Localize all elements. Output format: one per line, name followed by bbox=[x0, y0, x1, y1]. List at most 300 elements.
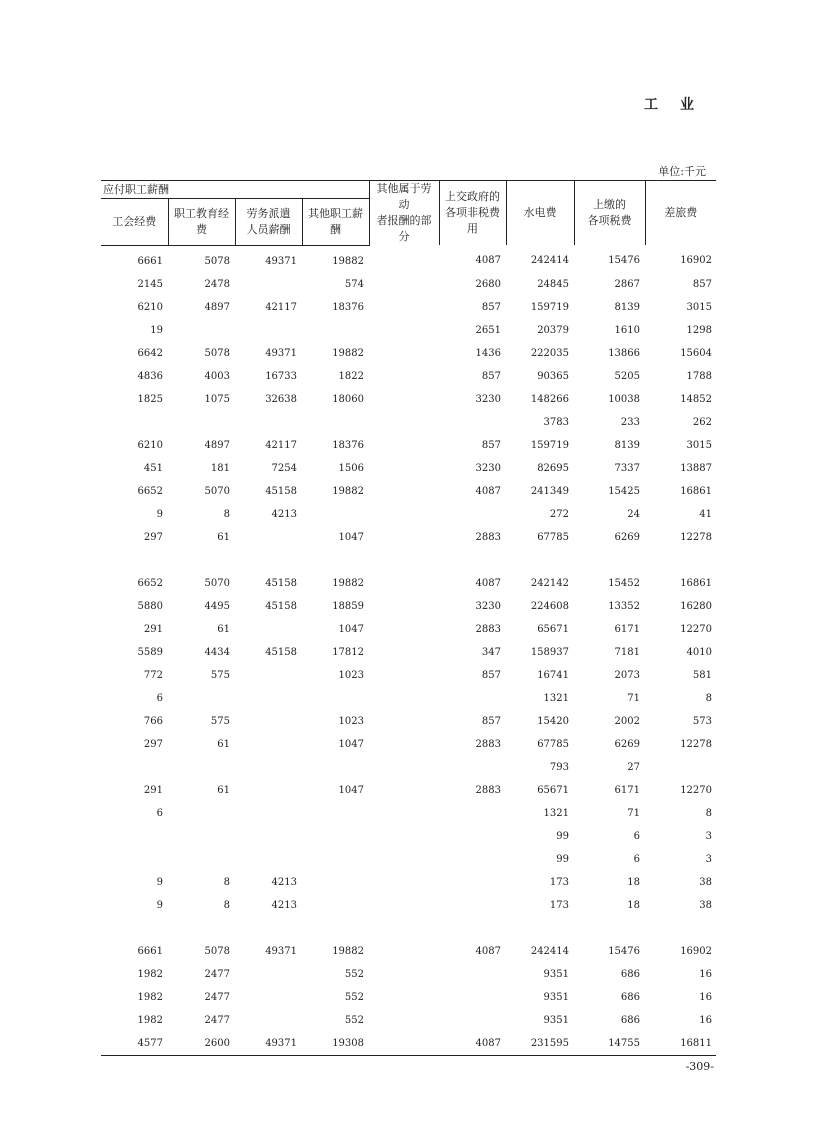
table-cell: 231595 bbox=[506, 1032, 574, 1056]
table-cell bbox=[369, 388, 439, 411]
table-cell: 8 bbox=[223, 899, 230, 911]
table-cell: 15476 bbox=[608, 945, 640, 957]
table-cell: 2883 bbox=[475, 784, 501, 796]
table-cell: 5078 bbox=[204, 945, 230, 957]
table-cell bbox=[302, 756, 369, 779]
table-cell bbox=[439, 963, 506, 986]
table-cell: 45158 bbox=[265, 646, 297, 658]
table-cell: 8 bbox=[223, 876, 230, 888]
table-body bbox=[101, 245, 716, 1055]
table-cell: 19882 bbox=[332, 577, 364, 589]
table-cell: 61 bbox=[217, 531, 230, 543]
table-cell: 2477 bbox=[204, 991, 230, 1003]
table-cell bbox=[168, 848, 235, 871]
table-cell: 45158 bbox=[265, 577, 297, 589]
table-cell: 3015 bbox=[686, 301, 712, 313]
table-cell: 2478 bbox=[204, 278, 230, 290]
table-cell: 857 bbox=[481, 439, 501, 451]
table-cell: 16811 bbox=[645, 1032, 716, 1056]
table-cell bbox=[439, 986, 506, 1009]
table-cell: 2883 bbox=[475, 623, 501, 635]
table-row bbox=[101, 526, 716, 549]
header-gov-fees-line1: 上交政府的 bbox=[445, 190, 500, 203]
table-cell: 857 bbox=[481, 669, 501, 681]
table-cell bbox=[168, 411, 235, 434]
table-cell: 3230 bbox=[475, 393, 501, 405]
table-cell: 2073 bbox=[614, 669, 640, 681]
table-row bbox=[101, 342, 716, 365]
table-cell: 16280 bbox=[680, 600, 712, 612]
table-cell bbox=[369, 245, 439, 273]
table-row bbox=[101, 641, 716, 664]
table-row bbox=[101, 779, 716, 802]
table-cell: 1321 bbox=[543, 692, 569, 704]
table-cell: 1788 bbox=[686, 370, 712, 382]
table-cell: 857 bbox=[692, 278, 712, 290]
table-cell: 45158 bbox=[265, 485, 297, 497]
table-cell: 8139 bbox=[614, 301, 640, 313]
table-row bbox=[101, 549, 716, 572]
table-cell: 766 bbox=[143, 715, 163, 727]
table-cell bbox=[302, 894, 369, 917]
header-travel: 差旅费 bbox=[645, 181, 716, 246]
table-row bbox=[101, 664, 716, 687]
table-cell bbox=[235, 756, 302, 779]
table-cell: 10038 bbox=[608, 393, 640, 405]
table-cell: 173 bbox=[549, 899, 569, 911]
table-cell: 4087 bbox=[475, 577, 501, 589]
table-row bbox=[101, 1009, 716, 1032]
table-cell: 291 bbox=[143, 784, 163, 796]
table-cell: 158937 bbox=[530, 646, 569, 658]
table-cell bbox=[369, 756, 439, 779]
table-cell: 99 bbox=[556, 830, 569, 842]
table-cell: 16 bbox=[699, 991, 712, 1003]
table-cell bbox=[101, 917, 168, 940]
table-cell: 7254 bbox=[271, 462, 297, 474]
table-cell: 222035 bbox=[530, 347, 569, 359]
table-row bbox=[101, 963, 716, 986]
table-cell: 4087 bbox=[475, 485, 501, 497]
table-cell bbox=[235, 825, 302, 848]
table-cell: 13352 bbox=[608, 600, 640, 612]
table-cell: 3 bbox=[705, 830, 712, 842]
table-cell bbox=[369, 894, 439, 917]
table-cell: 15420 bbox=[537, 715, 569, 727]
table-row bbox=[101, 480, 716, 503]
section-title: 工业 bbox=[644, 97, 716, 113]
table-cell bbox=[168, 319, 235, 342]
table-cell bbox=[369, 365, 439, 388]
table-cell: 686 bbox=[620, 968, 640, 980]
table-cell bbox=[369, 342, 439, 365]
table-cell bbox=[302, 549, 369, 572]
table-cell bbox=[302, 848, 369, 871]
table-cell bbox=[235, 411, 302, 434]
table-cell: 8 bbox=[705, 692, 712, 704]
table-cell bbox=[506, 549, 574, 572]
table-cell: 49371 bbox=[265, 255, 297, 267]
table-cell bbox=[101, 411, 168, 434]
table-row bbox=[101, 710, 716, 733]
table-cell: 14852 bbox=[680, 393, 712, 405]
table-cell bbox=[369, 963, 439, 986]
table-cell: 49371 bbox=[235, 1032, 302, 1056]
table-cell: 2477 bbox=[204, 1014, 230, 1026]
table-cell bbox=[235, 319, 302, 342]
table-cell: 4213 bbox=[271, 876, 297, 888]
table-cell bbox=[235, 1009, 302, 1032]
table-cell bbox=[369, 687, 439, 710]
table-cell bbox=[645, 756, 716, 779]
table-cell: 4897 bbox=[204, 439, 230, 451]
header-group-payroll: 应付职工薪酬 bbox=[101, 181, 369, 199]
table-row bbox=[101, 245, 716, 273]
table-row bbox=[101, 503, 716, 526]
table-cell: 4213 bbox=[271, 899, 297, 911]
table-row bbox=[101, 687, 716, 710]
table-row bbox=[101, 572, 716, 595]
table-cell: 5880 bbox=[137, 600, 163, 612]
table-cell: 9 bbox=[156, 899, 163, 911]
header-taxes bbox=[574, 181, 645, 246]
table-cell: 65671 bbox=[537, 784, 569, 796]
table-cell: 15476 bbox=[608, 255, 640, 267]
table-cell: 581 bbox=[692, 669, 712, 681]
table-cell bbox=[369, 733, 439, 756]
table-cell: 1436 bbox=[475, 347, 501, 359]
header-dispatch-pay bbox=[235, 199, 302, 245]
table-cell: 61 bbox=[217, 623, 230, 635]
table-row bbox=[101, 802, 716, 825]
table-cell bbox=[369, 917, 439, 940]
table-cell: 4836 bbox=[137, 370, 163, 382]
table-cell: 1822 bbox=[338, 370, 364, 382]
table-cell: 686 bbox=[620, 991, 640, 1003]
table-cell: 90365 bbox=[537, 370, 569, 382]
table-cell: 19882 bbox=[332, 347, 364, 359]
unit-label: 单位:千元 bbox=[658, 165, 706, 178]
table-cell bbox=[235, 733, 302, 756]
table-cell: 1047 bbox=[338, 623, 364, 635]
table-cell: 49371 bbox=[265, 347, 297, 359]
table-cell: 1982 bbox=[137, 968, 163, 980]
table-cell: 9 bbox=[156, 508, 163, 520]
table-cell: 65671 bbox=[537, 623, 569, 635]
table-row bbox=[101, 388, 716, 411]
table-cell: 71 bbox=[627, 692, 640, 704]
table-cell bbox=[302, 687, 369, 710]
table-cell: 6 bbox=[633, 830, 640, 842]
header-taxes-line2: 各项税费 bbox=[587, 214, 632, 227]
table-cell: 16733 bbox=[265, 370, 297, 382]
table-cell bbox=[168, 549, 235, 572]
table-cell bbox=[369, 411, 439, 434]
table-cell bbox=[369, 480, 439, 503]
table-row bbox=[101, 434, 716, 457]
table-cell: 857 bbox=[481, 715, 501, 727]
table-cell: 61 bbox=[217, 784, 230, 796]
table-cell bbox=[369, 664, 439, 687]
table-cell: 38 bbox=[699, 899, 712, 911]
table-cell: 272 bbox=[549, 508, 569, 520]
table-row bbox=[101, 848, 716, 871]
table-cell: 6661 bbox=[137, 255, 163, 267]
header-other-labor bbox=[369, 181, 439, 246]
table-cell bbox=[369, 779, 439, 802]
table-cell bbox=[168, 756, 235, 779]
table-cell bbox=[369, 871, 439, 894]
table-row bbox=[101, 917, 716, 940]
table-cell: 2867 bbox=[614, 278, 640, 290]
table-cell: 42117 bbox=[265, 439, 297, 451]
table-cell bbox=[369, 572, 439, 595]
table-row bbox=[101, 733, 716, 756]
table-cell bbox=[235, 848, 302, 871]
table-cell: 19 bbox=[150, 324, 163, 336]
table-cell: 242414 bbox=[530, 945, 569, 957]
table-row bbox=[101, 457, 716, 480]
table-cell: 2883 bbox=[475, 738, 501, 750]
table-cell: 241349 bbox=[530, 485, 569, 497]
table-cell: 4577 bbox=[101, 1032, 168, 1056]
table-cell: 159719 bbox=[530, 439, 569, 451]
table-cell: 857 bbox=[481, 370, 501, 382]
table-cell: 8139 bbox=[614, 439, 640, 451]
table-cell: 67785 bbox=[537, 531, 569, 543]
table-row bbox=[101, 618, 716, 641]
table-cell bbox=[439, 802, 506, 825]
table-cell bbox=[439, 549, 506, 572]
table-cell: 8 bbox=[223, 508, 230, 520]
table-row bbox=[101, 319, 716, 342]
table-cell: 2002 bbox=[614, 715, 640, 727]
table-cell: 49371 bbox=[265, 945, 297, 957]
table-cell: 15452 bbox=[608, 577, 640, 589]
table-cell bbox=[235, 664, 302, 687]
table-cell bbox=[235, 779, 302, 802]
table-cell: 6652 bbox=[137, 577, 163, 589]
table-cell: 3230 bbox=[475, 462, 501, 474]
table-cell: 4087 bbox=[439, 1032, 506, 1056]
table-cell: 16902 bbox=[680, 945, 712, 957]
table-row bbox=[101, 940, 716, 963]
table-cell bbox=[369, 940, 439, 963]
table-cell: 24845 bbox=[537, 278, 569, 290]
table-cell bbox=[101, 825, 168, 848]
table-cell: 793 bbox=[549, 761, 569, 773]
table-cell: 12270 bbox=[680, 784, 712, 796]
table-cell: 6269 bbox=[614, 738, 640, 750]
table-cell bbox=[168, 825, 235, 848]
table-cell: 12278 bbox=[680, 531, 712, 543]
table-cell bbox=[235, 802, 302, 825]
table-cell bbox=[101, 848, 168, 871]
table-cell: 18376 bbox=[332, 301, 364, 313]
table-cell: 8 bbox=[705, 807, 712, 819]
table-cell bbox=[369, 549, 439, 572]
table-cell: 20379 bbox=[537, 324, 569, 336]
header-gov-fees bbox=[439, 181, 506, 246]
table-cell: 13866 bbox=[608, 347, 640, 359]
table-cell bbox=[439, 871, 506, 894]
table-cell bbox=[302, 503, 369, 526]
table-cell: 1825 bbox=[137, 393, 163, 405]
table-cell: 16902 bbox=[680, 255, 712, 267]
header-other-labor-line2: 者报酬的部分 bbox=[376, 214, 432, 243]
table-cell bbox=[369, 618, 439, 641]
table-cell: 297 bbox=[143, 531, 163, 543]
table-cell: 9351 bbox=[543, 1014, 569, 1026]
table-cell bbox=[168, 917, 235, 940]
table-cell: 297 bbox=[143, 738, 163, 750]
table-cell: 61 bbox=[217, 738, 230, 750]
table-cell: 5078 bbox=[204, 255, 230, 267]
table-cell bbox=[235, 273, 302, 296]
table-cell: 5070 bbox=[204, 485, 230, 497]
table-cell bbox=[574, 549, 645, 572]
table-cell: 71 bbox=[627, 807, 640, 819]
table-cell bbox=[101, 549, 168, 572]
table-cell: 224608 bbox=[530, 600, 569, 612]
data-table bbox=[101, 180, 716, 1056]
table-cell: 15604 bbox=[680, 347, 712, 359]
table-cell: 1321 bbox=[543, 807, 569, 819]
table-cell: 18 bbox=[627, 876, 640, 888]
table-cell: 4087 bbox=[475, 945, 501, 957]
table-cell: 9351 bbox=[543, 968, 569, 980]
table-cell bbox=[369, 457, 439, 480]
table-row bbox=[101, 365, 716, 388]
table-cell: 347 bbox=[481, 646, 501, 658]
table-cell: 1298 bbox=[686, 324, 712, 336]
table-cell bbox=[439, 411, 506, 434]
table-cell: 552 bbox=[344, 991, 364, 1003]
table-cell bbox=[645, 917, 716, 940]
table-cell: 45158 bbox=[265, 600, 297, 612]
table-cell: 233 bbox=[620, 416, 640, 428]
table-cell: 17812 bbox=[332, 646, 364, 658]
table-cell bbox=[369, 710, 439, 733]
table-cell bbox=[302, 825, 369, 848]
table-cell: 5078 bbox=[204, 347, 230, 359]
table-cell bbox=[168, 802, 235, 825]
table-cell: 181 bbox=[210, 462, 230, 474]
table-row bbox=[101, 411, 716, 434]
table-cell bbox=[369, 802, 439, 825]
table-cell: 18 bbox=[627, 899, 640, 911]
table-cell bbox=[235, 917, 302, 940]
table-cell bbox=[235, 526, 302, 549]
table-row bbox=[101, 296, 716, 319]
table-cell: 19882 bbox=[332, 255, 364, 267]
table-cell bbox=[235, 963, 302, 986]
table-cell: 1047 bbox=[338, 784, 364, 796]
table-cell: 1075 bbox=[204, 393, 230, 405]
table-cell: 173 bbox=[549, 876, 569, 888]
table-cell bbox=[439, 848, 506, 871]
table-cell bbox=[369, 273, 439, 296]
table-cell: 6269 bbox=[614, 531, 640, 543]
table-cell bbox=[302, 917, 369, 940]
table-cell: 3 bbox=[705, 853, 712, 865]
table-row bbox=[101, 825, 716, 848]
table-cell bbox=[439, 825, 506, 848]
table-cell: 575 bbox=[210, 715, 230, 727]
table-cell: 6 bbox=[156, 807, 163, 819]
table-cell: 6 bbox=[633, 853, 640, 865]
table-row bbox=[101, 1032, 716, 1056]
table-cell: 4003 bbox=[204, 370, 230, 382]
table-cell: 1506 bbox=[338, 462, 364, 474]
table-cell: 3783 bbox=[543, 416, 569, 428]
table-cell: 6210 bbox=[137, 301, 163, 313]
table-cell: 4213 bbox=[271, 508, 297, 520]
header-other-labor-line1: 其他属于劳动 bbox=[376, 182, 432, 211]
table-cell bbox=[369, 848, 439, 871]
table-cell: 686 bbox=[620, 1014, 640, 1026]
table-cell bbox=[439, 756, 506, 779]
table-cell: 42117 bbox=[265, 301, 297, 313]
table-row bbox=[101, 273, 716, 296]
table-cell: 7181 bbox=[614, 646, 640, 658]
table-cell: 857 bbox=[481, 301, 501, 313]
header-other-pay: 其他职工薪酬 bbox=[302, 199, 369, 245]
table-cell: 552 bbox=[344, 1014, 364, 1026]
table-cell: 574 bbox=[344, 278, 364, 290]
table-cell bbox=[369, 825, 439, 848]
table-cell bbox=[369, 434, 439, 457]
table-cell: 13887 bbox=[680, 462, 712, 474]
table-cell bbox=[574, 917, 645, 940]
table-cell bbox=[235, 549, 302, 572]
table-cell bbox=[369, 595, 439, 618]
table-cell: 6210 bbox=[137, 439, 163, 451]
table-cell bbox=[235, 618, 302, 641]
table-cell: 6171 bbox=[614, 784, 640, 796]
table-cell: 4434 bbox=[204, 646, 230, 658]
header-dispatch-line2: 人员薪酬 bbox=[246, 222, 291, 236]
table-cell bbox=[302, 802, 369, 825]
table-cell: 1023 bbox=[338, 669, 364, 681]
table-cell: 2600 bbox=[168, 1032, 235, 1056]
table-cell: 1610 bbox=[614, 324, 640, 336]
table-cell: 4087 bbox=[475, 255, 501, 267]
header-staff-education: 职工教育经费 bbox=[168, 199, 235, 245]
table-cell: 24 bbox=[627, 508, 640, 520]
table-cell: 2680 bbox=[475, 278, 501, 290]
table-cell bbox=[506, 917, 574, 940]
table-cell: 2651 bbox=[475, 324, 501, 336]
table-cell: 159719 bbox=[530, 301, 569, 313]
table-cell: 19882 bbox=[332, 485, 364, 497]
table-cell: 15425 bbox=[608, 485, 640, 497]
table-row bbox=[101, 871, 716, 894]
header-taxes-line1: 上缴的 bbox=[593, 198, 626, 211]
table-cell: 5205 bbox=[614, 370, 640, 382]
table-cell bbox=[369, 503, 439, 526]
table-cell: 291 bbox=[143, 623, 163, 635]
table-cell bbox=[235, 687, 302, 710]
table-cell: 1023 bbox=[338, 715, 364, 727]
table-cell: 9 bbox=[156, 876, 163, 888]
table-cell: 19308 bbox=[302, 1032, 369, 1056]
table-cell bbox=[439, 1009, 506, 1032]
table-cell: 9351 bbox=[543, 991, 569, 1003]
table-cell bbox=[369, 641, 439, 664]
table-cell: 16861 bbox=[680, 485, 712, 497]
table-cell: 16861 bbox=[680, 577, 712, 589]
